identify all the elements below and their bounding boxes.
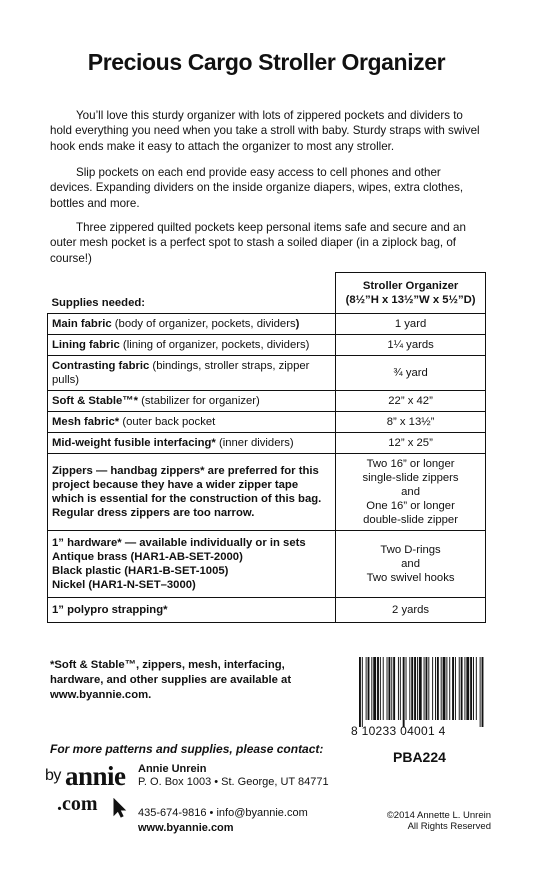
barcode-bar (366, 657, 367, 720)
barcode-bar (387, 657, 388, 720)
zippered-pockets-paragraph: Three zippered quilted pockets keep personal items safe and secure and an outer mesh pocket is a perfect spot to stash a soiled diaper (in a ziplock bag, of course!) (50, 221, 466, 265)
barcode-bar (441, 657, 442, 720)
barcode-bar (383, 657, 384, 720)
project-header (336, 273, 486, 314)
zippers-quantity: Two 16” or longer single-slide zippers and One 16” or longer double-slide zipper (336, 454, 486, 531)
barcode-bar (480, 657, 481, 727)
barcode-bar (409, 657, 410, 720)
copyright: ©2014 Annette L. Unrein (386, 810, 491, 821)
barcode-bar (419, 657, 422, 720)
barcode-bar (403, 657, 405, 727)
barcode-bar (461, 657, 463, 720)
project-name: Stroller Organizer (362, 280, 459, 292)
rights-reserved: All Rights Reserved (407, 821, 491, 832)
table-row (48, 314, 486, 335)
barcode-bar (373, 657, 376, 720)
supply-item: Soft & Stable™* (stabilizer for organizer) (48, 391, 336, 412)
intro-paragraph: You’ll love this sturdy organizer with lots of zippered pockets and dividers to hold everything you need when you take a stroll with baby. Sturdy straps with swivel hook ends make it easy to attach the organizer to most any stroller. (50, 109, 480, 153)
barcode-bar (466, 657, 469, 720)
barcode-bar (398, 657, 399, 720)
barcode-bar (400, 657, 401, 720)
mailing-address: P. O. Box 1003 • St. George, UT 84771 (138, 776, 329, 788)
supply-quantity: 8” x 13½” (336, 412, 486, 433)
supply-item: Mid-weight fusible interfacing* (inner dividers) (48, 433, 336, 454)
supply-quantity: 1 yard (336, 314, 486, 335)
table-row (48, 412, 486, 433)
pockets-paragraph: Slip pockets on each end provide easy access to cell phones and other devices. Expanding dividers on the inside organize diapers, wipes, extra clothes, bottles and more. (50, 166, 464, 210)
barcode-bar (411, 657, 413, 720)
supply-item: Contrasting fabric (bindings, stroller straps, zipper pulls) (48, 356, 336, 391)
barcode-bar (455, 657, 456, 720)
supply-quantity: 12” x 25” (336, 433, 486, 454)
byannie-logo: by annie .com (45, 765, 135, 823)
barcode-bar (428, 657, 429, 720)
supply-item: Mesh fabric* (outer back pocket (48, 412, 336, 433)
project-dimensions: (8½”H x 13½”W x 5½”D) (345, 294, 476, 306)
barcode-bar (482, 657, 484, 727)
pattern-sku: PBA224 (393, 749, 446, 765)
barcode-bar (424, 657, 425, 720)
supply-quantity: 2 yards (336, 598, 486, 623)
supply-quantity: ¾ yard (336, 356, 486, 391)
barcode-bar (435, 657, 436, 720)
supply-item: Main fabric (body of organizer, pockets, dividers) (48, 314, 336, 335)
table-row (48, 391, 486, 412)
hardware-quantity: Two D-rings and Two swivel hooks (336, 531, 486, 598)
barcode-bar (476, 657, 477, 720)
supply-item: 1” polypro strapping* (48, 598, 336, 623)
barcode-bar (464, 657, 465, 720)
barcode-bar (459, 657, 460, 720)
barcode-bar (368, 657, 370, 720)
table-row-zippers (48, 454, 486, 531)
supply-item: Lining fabric (lining of organizer, pockets, dividers) (48, 335, 336, 356)
supplies-footnote: *Soft & Stable™, zippers, mesh, interfacing, hardware, and other supplies are available at www.byannie.com. (50, 659, 292, 701)
barcode (358, 657, 484, 727)
barcode-bar (470, 657, 472, 720)
barcode-bar (391, 657, 392, 720)
barcode-bar (432, 657, 433, 720)
barcode-bar (406, 657, 407, 720)
contact-heading: For more patterns and supplies, please contact: (50, 742, 324, 756)
barcode-bar (371, 657, 372, 720)
barcode-bar (388, 657, 390, 720)
supply-quantity: 22” x 42” (336, 391, 486, 412)
barcode-bar (414, 657, 416, 720)
barcode-bar (393, 657, 395, 720)
table-row (48, 335, 486, 356)
barcode-bar (473, 657, 474, 720)
table-row (48, 598, 486, 623)
table-row (48, 433, 486, 454)
table-header-row (48, 273, 486, 314)
barcode-bar (380, 657, 381, 720)
table-row-hardware (48, 531, 486, 598)
barcode-bar (359, 657, 361, 727)
supply-quantity: 1¼ yards (336, 335, 486, 356)
page-title: Precious Cargo Stroller Organizer (87, 49, 446, 75)
barcode-bar (437, 657, 439, 720)
barcode-bar (446, 657, 447, 720)
zippers-description: Zippers — handbag zippers* are preferred for this project because they have a wider zipper tape which is essential for the construction of this bag. Regular dress zippers are too narrow. (48, 454, 336, 531)
barcode-bar (443, 657, 446, 720)
barcode-bar (377, 657, 379, 720)
barcode-bar (426, 657, 428, 720)
contact-name: Annie Unrein (138, 763, 207, 775)
barcode-bar (449, 657, 450, 720)
supplies-needed-header: Supplies needed: (48, 273, 336, 314)
phone-email: 435-674-9816 • info@byannie.com (138, 807, 308, 819)
barcode-bar (452, 657, 454, 720)
barcode-digits: 8 10233 04001 4 (351, 724, 446, 738)
cursor-arrow-icon (113, 798, 127, 818)
supplies-table (47, 272, 486, 623)
hardware-description: 1” hardware* — available individually or in sets Antique brass (HAR1-AB-SET-2000) Black plastic (HAR1-B-SET-1005) Nickel (HAR1-N-SET–3000) (48, 531, 336, 598)
website: www.byannie.com (138, 822, 234, 834)
barcode-bar (362, 657, 363, 727)
table-row (48, 356, 486, 391)
barcode-bar (417, 657, 418, 720)
